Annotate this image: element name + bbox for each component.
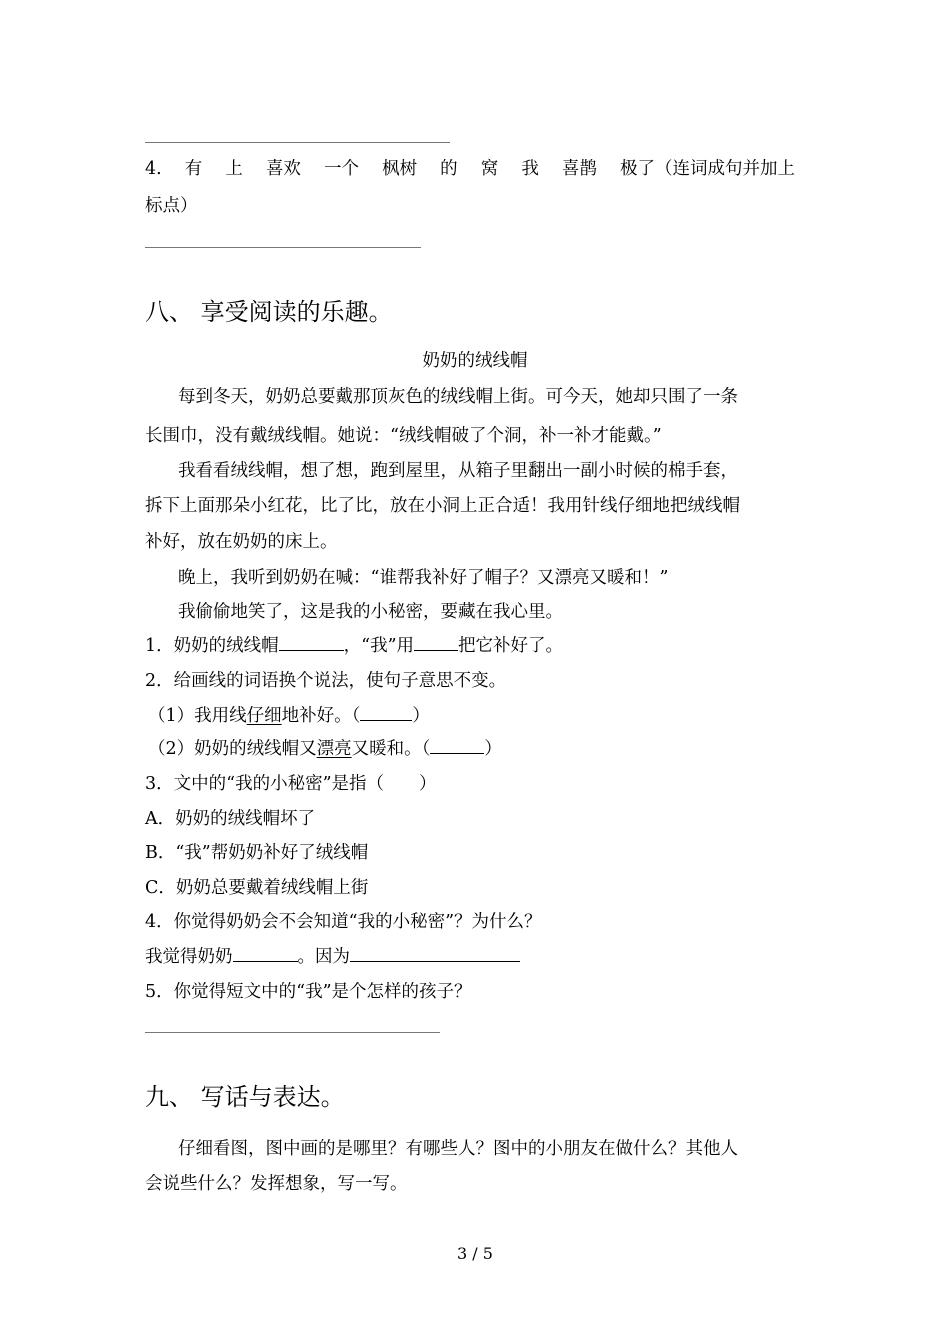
- fill-blank[interactable]: [430, 737, 484, 754]
- answer-line: [145, 142, 450, 143]
- underlined-word: 漂亮: [316, 739, 352, 759]
- story-paragraph: 晚上，我听到奶奶在喊：“谁帮我补好了帽子？又漂亮又暖和！”: [178, 568, 669, 588]
- story-paragraph: 长围巾，没有戴绒线帽。她说：“绒线帽破了个洞，补一补才能戴。”: [145, 426, 662, 446]
- fill-blank[interactable]: [350, 945, 520, 962]
- q4-word: 枫树: [382, 159, 418, 179]
- choice-c[interactable]: C．奶奶总要戴着绒线帽上街: [145, 878, 369, 898]
- fill-blank[interactable]: [233, 945, 298, 962]
- q4-word: 喜鹊: [561, 159, 597, 179]
- q4-word-row: [145, 157, 795, 181]
- story-paragraph: 每到冬天，奶奶总要戴那顶灰色的绒线帽上街。可今天，她却只围了一条: [178, 387, 738, 407]
- story-paragraph: 我看看绒线帽，想了想，跑到屋里，从箱子里翻出一副小时候的棉手套，: [178, 461, 738, 481]
- fill-blank[interactable]: [279, 634, 344, 651]
- q4-word: 喜欢: [265, 159, 301, 179]
- answer-line: [145, 1032, 440, 1033]
- answer-line: [145, 247, 421, 248]
- q4-word: 一个: [324, 159, 360, 179]
- q4-word: 有: [184, 159, 203, 179]
- section-heading: 八、 享受阅读的乐趣。: [145, 298, 393, 326]
- question-2-1: （1）我用线仔细地补好。（ ）: [148, 706, 430, 726]
- question-5: 5．你觉得短文中的“我”是个怎样的孩子？: [145, 982, 472, 1002]
- question-2-2: （2）奶奶的绒线帽又漂亮又暖和。（ ）: [148, 739, 502, 759]
- q4-word: 我: [521, 159, 539, 179]
- question-4: 4．你觉得奶奶会不会知道“我的小秘密”？为什么？: [145, 912, 542, 932]
- choice-a[interactable]: A．奶奶的绒线帽坏了: [145, 809, 316, 829]
- section-heading: 九、 写话与表达。: [145, 1083, 345, 1111]
- q4-word: 4.: [145, 159, 162, 179]
- story-title: 奶奶的绒线帽: [422, 351, 528, 371]
- fill-blank[interactable]: [360, 704, 412, 721]
- story-paragraph: 拆下上面那朵小红花，比了比，放在小洞上正合适！我用针线仔细地把绒线帽: [145, 496, 740, 516]
- choice-b[interactable]: B．“我”帮奶奶补好了绒线帽: [145, 843, 369, 863]
- fill-blank[interactable]: [414, 634, 458, 651]
- writing-prompt: 会说些什么？发挥想象，写一写。: [145, 1174, 408, 1194]
- underlined-word: 仔细: [246, 706, 282, 726]
- q4-word: 窝: [480, 159, 499, 179]
- page-number: 3 / 5: [457, 1244, 493, 1263]
- question-1: 1．奶奶的绒线帽 ，“我”用 把它补好了。: [145, 636, 564, 656]
- question-2: 2．给画线的词语换个说法，使句子意思不变。: [145, 671, 507, 691]
- writing-prompt: 仔细看图，图中画的是哪里？有哪些人？图中的小朋友在做什么？其他人: [178, 1139, 738, 1159]
- q4-word: 的: [440, 159, 458, 179]
- story-paragraph: 补好，放在奶奶的床上。: [145, 532, 338, 552]
- q4-word: 极了（连词成句并加上: [619, 159, 795, 179]
- q4-instruction-cont: 标点）: [145, 196, 198, 216]
- story-paragraph: 我偷偷地笑了，这是我的小秘密，要藏在我心里。: [178, 602, 563, 622]
- q4-word: 上: [225, 159, 243, 179]
- question-4-answer: 我觉得奶奶 。因为: [145, 945, 520, 969]
- question-3: 3．文中的“我的小秘密”是指（ ）: [145, 774, 437, 794]
